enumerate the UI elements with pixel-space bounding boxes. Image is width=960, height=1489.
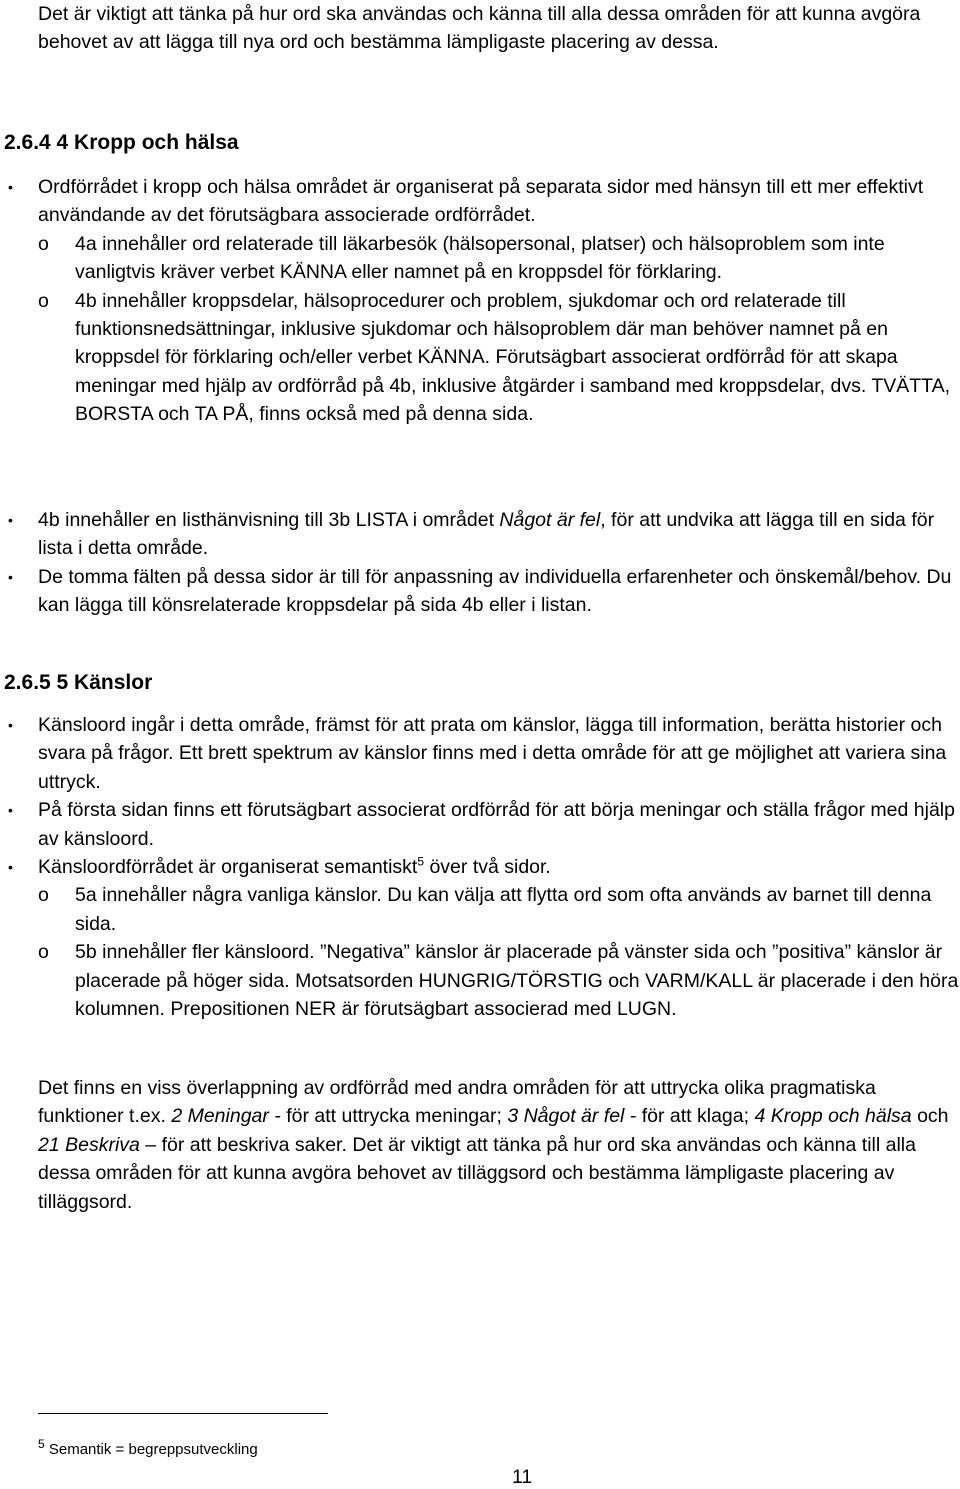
footnote-divider	[38, 1413, 328, 1414]
list-item	[8, 173, 960, 230]
bullet-text: På första sidan finns ett förutsägbart associerat ordförråd för att börja meningar och ställa frågor med hjälp av känsloord.	[38, 799, 955, 850]
sub-bullet-icon: o	[38, 289, 49, 312]
text-run: och	[911, 1105, 949, 1128]
section-heading-kanslor: 2.6.5 5 Känslor	[4, 671, 153, 694]
section-kropp-body	[8, 173, 960, 429]
bullet-text: 4b innehåller en listhänvisning till 3b LISTA i området	[38, 509, 500, 531]
sub-list-item	[38, 938, 960, 1023]
list-item	[8, 563, 960, 620]
bullet-icon: •	[8, 859, 13, 876]
sub-bullet-text: 5b innehåller fler känsloord. ”Negativa” känslor är placerade på vänster sida och ”positiva” känslor är placerade på höger sida. Motsatsorden HUNGRIG/TÖRSTIG och VARM/KALL är placerade i den höra kolumnen. Prepositionen NER är förutsägbart associerad med LUGN.	[75, 941, 959, 1021]
intro-paragraph: Det är viktigt att tänka på hur ord ska användas och känna till alla dessa områden för att kunna avgöra behovet av att lägga till nya ord och bestämma lämpligaste placering av dessa.	[38, 3, 921, 54]
list-item	[8, 506, 960, 563]
list-item	[8, 711, 960, 796]
bullet-text: Känsloord ingår i detta område, främst för att prata om känslor, lägga till information, berätta historier och svara på frågor. Ett brett spektrum av känslor finns med i detta område för att ge möjlighet att variera sina uttryck.	[38, 714, 947, 793]
text-run: för att uttrycka meningar;	[286, 1105, 508, 1128]
sub-bullet-text: 4a innehåller ord relaterade till läkarbesök (hälsopersonal, platser) och hälsoproblem som inte vanligtvis kräver verbet KÄNNA eller namnet på en kroppsdel för förklaring.	[75, 232, 885, 284]
sub-bullet-text: 4b innehåller kroppsdelar, hälsoprocedurer och problem, sjukdomar och ord relaterade till funktionsnedsättningar, inklusive sjukdomar och hälsoproblem där man behöver namnet på en kroppsdel för förklaring och/eller verbet KÄNNA. Förutsägbart associerat ordförråd för att skapa meningar med hjälp av ordförråd på 4b, inklusive åtgärder i samband med kroppsdelar, dvs. TVÄTTA, BORSTA och TA PÅ, finns också med på denna sida.	[75, 289, 951, 426]
bullet-icon: •	[8, 568, 13, 585]
section-heading-kropp: 2.6.4 4 Kropp och hälsa	[4, 131, 239, 154]
section-kropp-bullets	[8, 506, 960, 620]
bullet-icon: •	[8, 179, 13, 195]
closing-paragraph	[38, 1074, 960, 1216]
list-item	[8, 796, 960, 853]
text-run: för att klaga;	[641, 1105, 755, 1128]
italic-reference: 3 Något är fel -	[507, 1105, 642, 1128]
footnote-text: Semantik = begreppsutveckling	[44, 1441, 258, 1458]
footnote-ref: 5	[417, 854, 425, 869]
sub-bullet-text: 5a innehåller några vanliga känslor. Du kan välja att flytta ord som ofta används av barnet till denna sida.	[75, 884, 932, 935]
bullet-text: Känsloordförrådet är organiserat semantiskt	[38, 856, 418, 879]
italic-reference: 4 Kropp och hälsa	[754, 1105, 912, 1128]
sub-list-item	[38, 287, 960, 429]
bullet-text: , för att undvika att lägga till en sida för lista i detta område.	[38, 509, 935, 560]
sub-bullet-icon: o	[38, 941, 49, 964]
footnote-number: 5	[38, 1437, 45, 1451]
list-item	[8, 853, 960, 881]
italic-reference: Något är fel	[499, 509, 601, 531]
sub-list-item	[38, 230, 960, 287]
footnote	[38, 1437, 258, 1460]
sub-bullet-icon: o	[38, 232, 49, 255]
bullet-icon: •	[8, 802, 13, 819]
bullet-text: Ordförrådet i kropp och hälsa området är organiserat på separata sidor med hänsyn till ett mer effektivt användande av det förutsägbara associerade ordförrådet.	[38, 176, 924, 227]
bullet-icon: •	[8, 717, 13, 733]
italic-reference: 21 Beskriva	[38, 1133, 140, 1156]
text-run: – för att beskriva saker. Det är viktigt att tänka på hur ord ska användas och känna till alla dessa områden för att kunna avgöra behovet av tilläggsord och bestämma lämpligaste placering av tilläggsord.	[38, 1133, 916, 1213]
bullet-text: De tomma fälten på dessa sidor är till för anpassning av individuella erfarenheter och önskemål/behov. Du kan lägga till könsrelaterade kroppsdelar på sida 4b eller i listan.	[38, 565, 952, 617]
bullet-text: över två sidor.	[424, 856, 551, 879]
text-run: Det finns en viss överlappning av ordförråd med andra områden för att uttrycka olika pragmatiska funktioner t.ex.	[38, 1077, 876, 1128]
italic-reference: 2 Meningar -	[171, 1105, 287, 1128]
section-kanslor-body	[8, 711, 960, 1023]
sub-list-item	[38, 881, 960, 938]
bullet-icon: •	[8, 512, 13, 528]
page-number: 11	[512, 1466, 533, 1488]
sub-bullet-icon: o	[38, 884, 49, 907]
